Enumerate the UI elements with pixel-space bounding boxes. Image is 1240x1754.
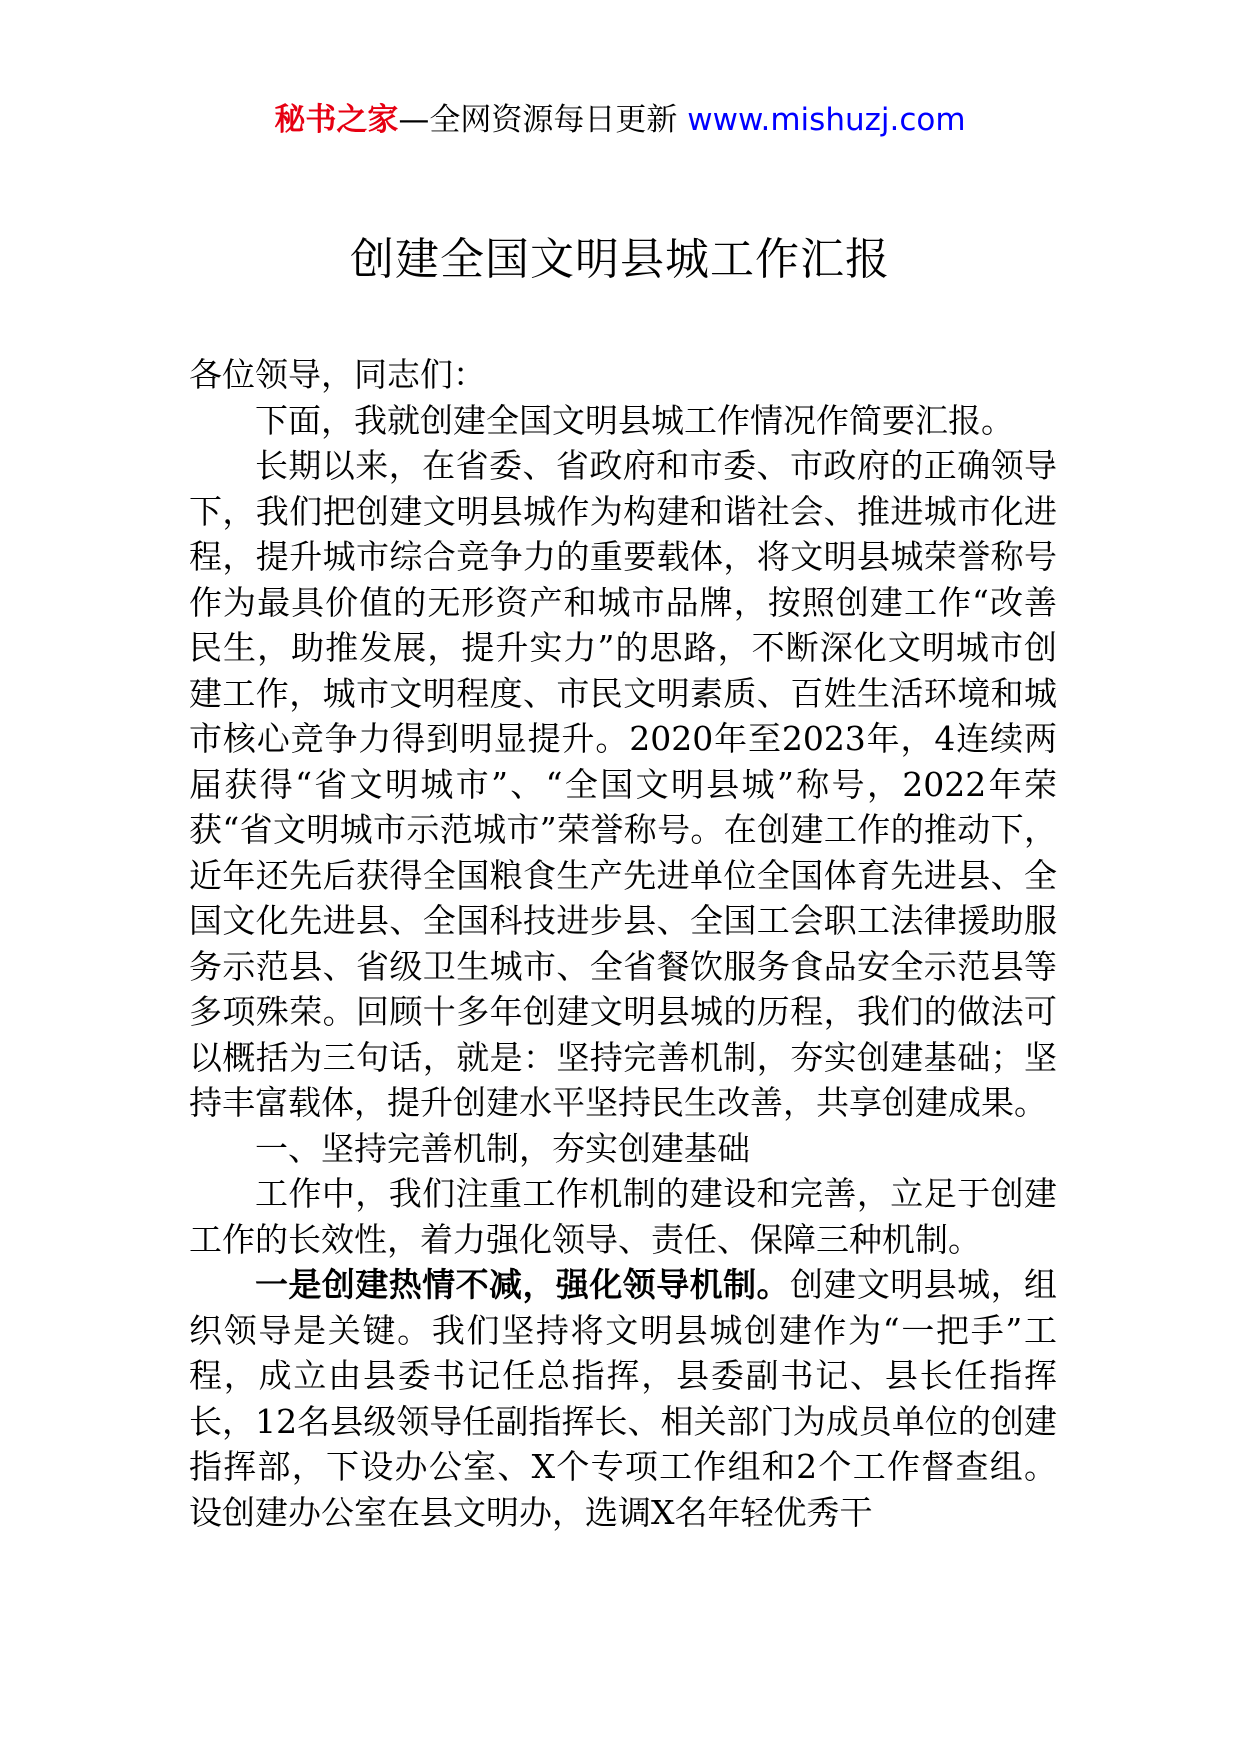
salutation: 各位领导，同志们： xyxy=(189,355,486,394)
paragraph-overview: 长期以来，在省委、省政府和市委、市政府的正确领导下，我们把创建文明县城作为构建和谐社会、推进城市化进程，提升城市综合竞争力的重要载体，将文明县城荣誉称号作为最具价值的无形资产和城市品牌，按照创建工作“改善民生，助推发展，提升实力”的思路，不断深化文明城市创建工作，城市文明程度、市民文明素质、百姓生活环境和城市核心竞争力得到明显提升。2020年至2023年，4连续两届获得“省文明城市”、“全国文明县城”称号，2022年荣获“省文明城市示范城市”荣誉称号。在创建工作的推动下，近年还先后获得全国粮食生产先进单位全国体育先进县、全国文化先进县、全国科技进步县、全国工会职工法律援助服务示范县、省级卫生城市、全省餐饮服务食品安全示范县等多项殊荣。回顾十多年创建文明县城的历程，我们的做法可以概括为三句话，就是：坚持完善机制，夯实创建基础；坚持丰富载体，提升创建水平坚持民生改善，共享创建成果。 xyxy=(189,446,1057,1122)
paragraph-leadership xyxy=(189,1262,1057,1535)
header-slogan: —全网资源每日更新 xyxy=(398,102,688,138)
watermark-header xyxy=(0,100,1240,140)
paragraph-leadership-text: 创建文明县城，组织领导是关键。我们坚持将文明县城创建作为“一把手”工程，成立由县委书记任总指挥，县委副书记、县长任指挥长，12名县级领导任副指挥长、相关部门为成员单位的创建指挥部，下设办公室、X个专项工作组和2个工作督查组。设创建办公室在县文明办，选调X名年轻优秀干 xyxy=(189,1265,1058,1532)
section-heading-1: 一、坚持完善机制，夯实创建基础 xyxy=(255,1128,750,1168)
paragraph-leadership-lead: 一是创建热情不减，强化领导机制。 xyxy=(255,1265,790,1304)
paragraph-intro: 下面，我就创建全国文明县城工作情况作简要汇报。 xyxy=(255,400,1014,440)
document-title: 创建全国文明县城工作汇报 xyxy=(350,234,890,285)
paragraph-mechanism: 工作中，我们注重工作机制的建设和完善，立足于创建工作的长效性，着力强化领导、责任、保障三种机制。 xyxy=(189,1174,1057,1259)
document-body xyxy=(189,352,1057,1535)
header-brand: 秘书之家 xyxy=(274,102,399,138)
header-url-link[interactable]: www.mishuzj.com xyxy=(687,102,966,138)
